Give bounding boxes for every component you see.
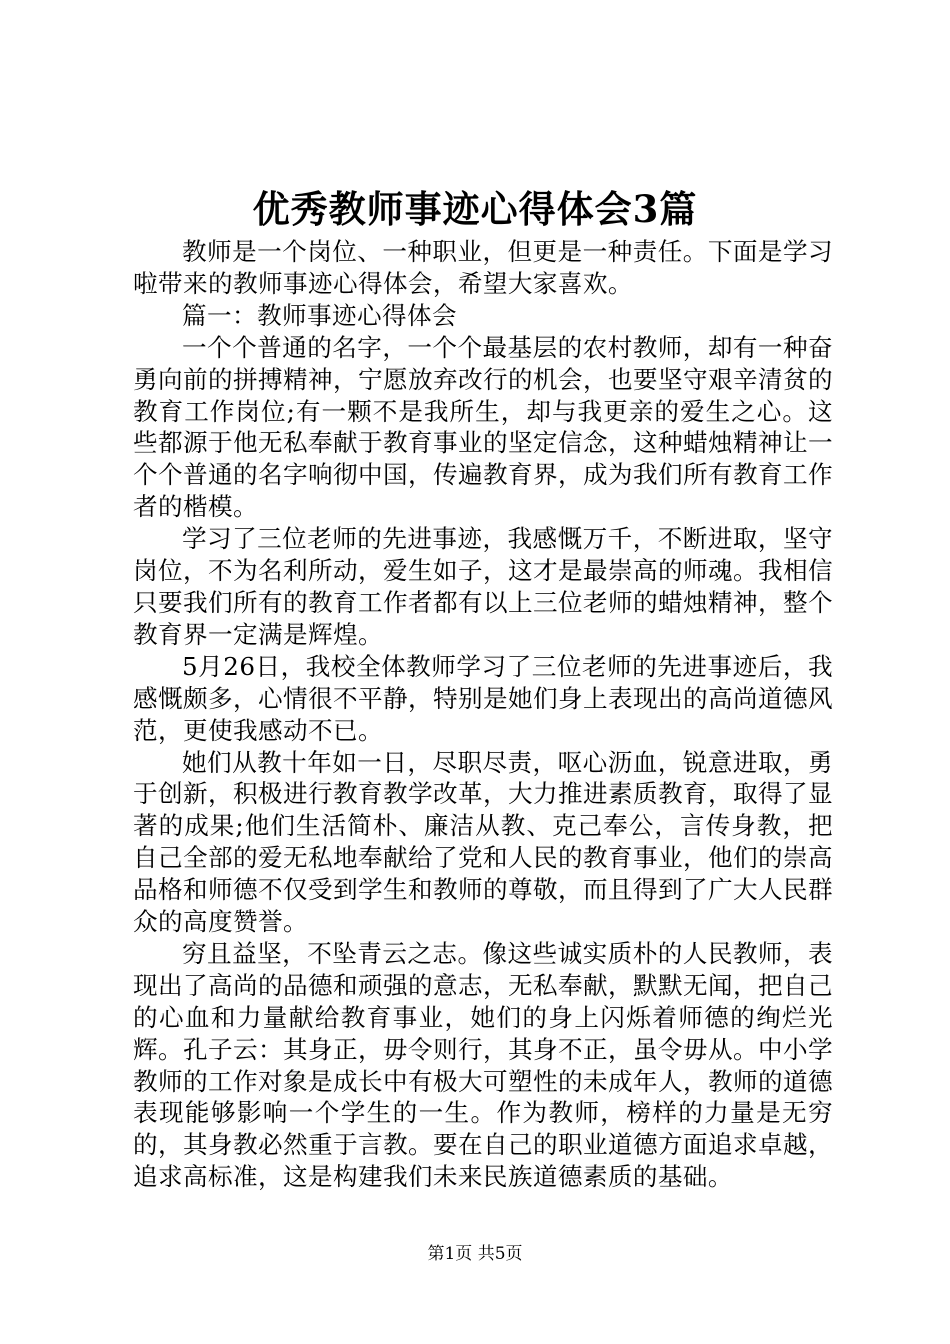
intro-paragraph: 教师是一个岗位、一种职业，但更是一种责任。下面是学习啦带来的教师事迹心得体会，希望大家喜欢。 [133,237,833,298]
page-footer: 第1页 共5页 [427,1244,523,1264]
body-paragraph: 学习了三位老师的先进事迹，我感慨万千，不断进取，坚守岗位，不为名利所动，爱生如子，这才是最崇高的师魂。我相信只要我们所有的教育工作者都有以上三位老师的蜡烛精神，整个教育界一定满是辉煌。 [133,524,833,649]
body-paragraph: 穷且益坚，不坠青云之志。像这些诚实质朴的人民教师，表现出了高尚的品德和顽强的意志，无私奉献，默默无闻，把自己的心血和力量献给教育事业，她们的身上闪烁着师德的绚烂光辉。孔子云：其身正，毋令则行，其身不正，虽令毋从。中小学教师的工作对象是成长中有极大可塑性的未成年人，教师的道德表现能够影响一个学生的一生。作为教师，榜样的力量是无穷的，其身教必然重于言教。要在自己的职业道德方面追求卓越，追求高标准，这是构建我们未来民族道德素质的基础。 [133,938,833,1192]
section-heading: 篇一：教师事迹心得体会 [182,300,457,330]
body-paragraph: 一个个普通的名字，一个个最基层的农村教师，却有一种奋勇向前的拼搏精神，宁愿放弃改行的机会，也要坚守艰辛清贫的教育工作岗位;有一颗不是我所生，却与我更亲的爱生之心。这些都源于他无私奉献于教育事业的坚定信念，这种蜡烛精神让一个个普通的名字响彻中国，传遍教育界，成为我们所有教育工作者的楷模。 [133,332,833,522]
body-paragraph: 5月26日，我校全体教师学习了三位老师的先进事迹后，我感慨颇多，心情很不平静，特别是她们身上表现出的高尚道德风范，更使我感动不已。 [133,651,833,745]
body-paragraph: 她们从教十年如一日，尽职尽责，呕心沥血，锐意进取，勇于创新，积极进行教育教学改革，大力推进素质教育，取得了显著的成果;他们生活简朴、廉洁从教、克己奉公，言传身教，把自己全部的爱无私地奉献给了党和人民的教育事业，他们的崇高品格和师德不仅受到学生和教师的尊敬，而且得到了广大人民群众的高度赞誉。 [133,747,833,937]
document-title: 优秀教师事迹心得体会3篇 [252,187,698,231]
document-body [133,236,833,1193]
